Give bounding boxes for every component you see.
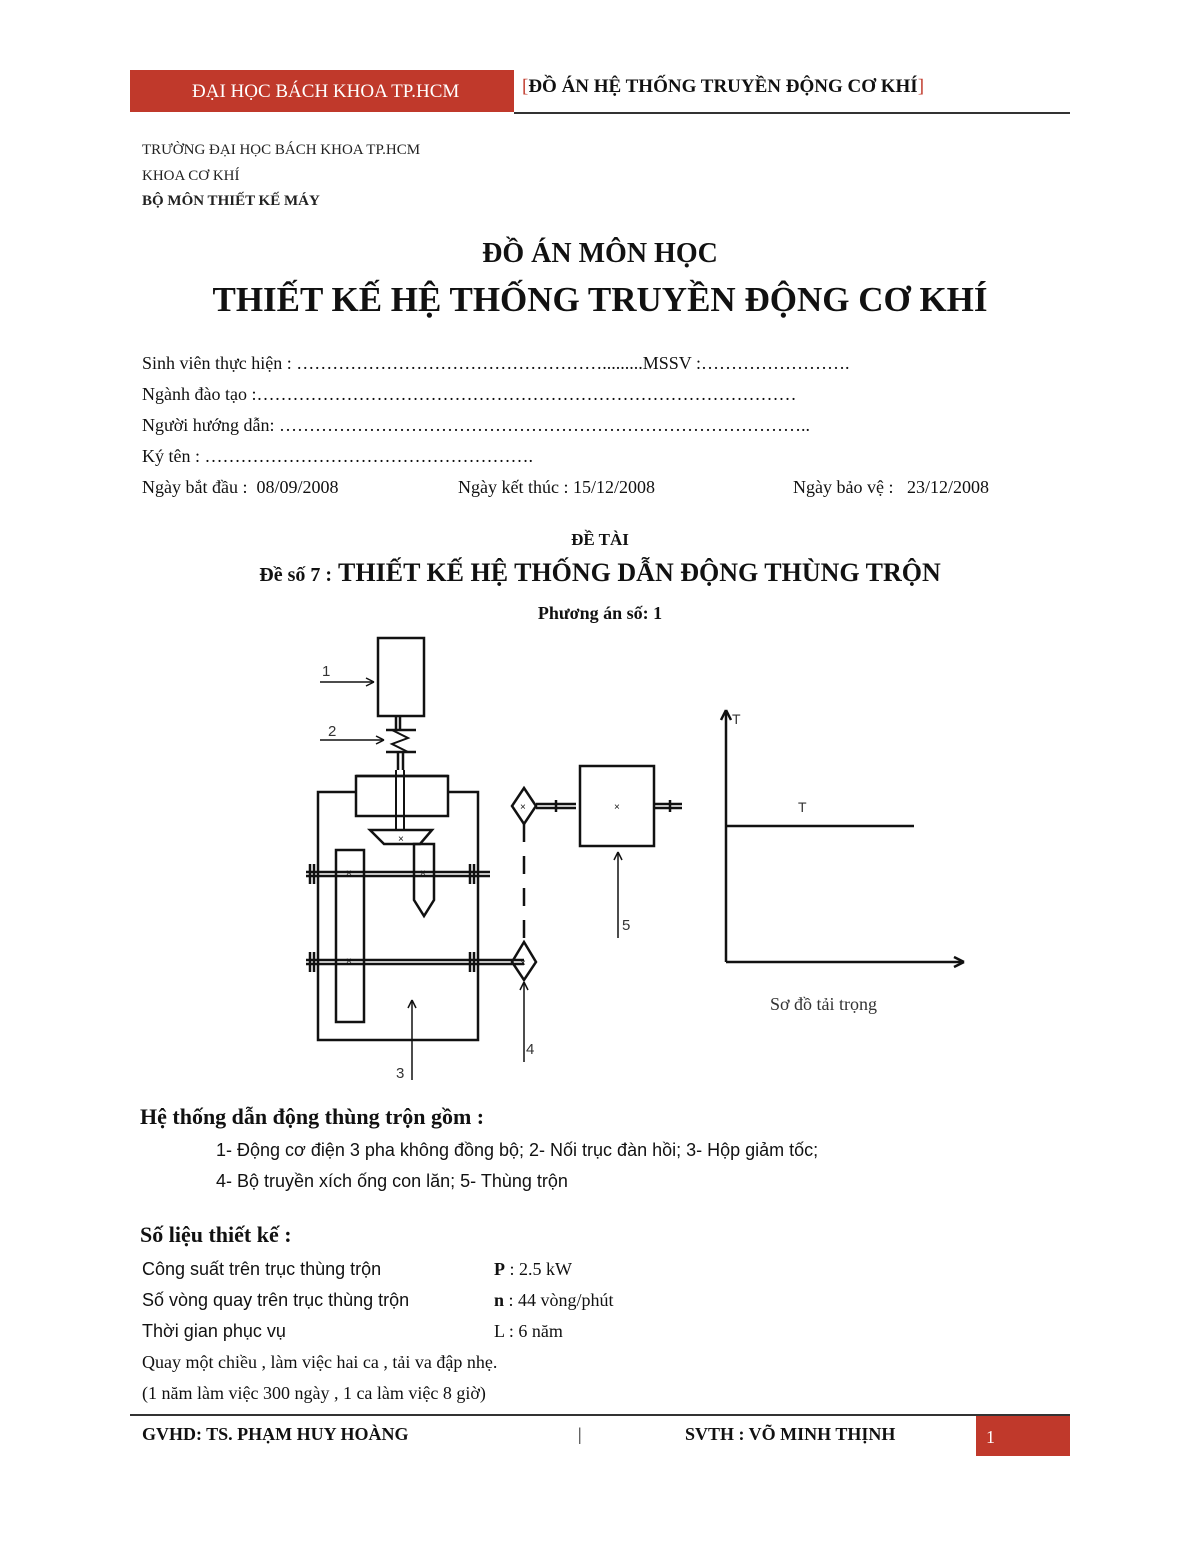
load-caption: Sơ đồ tải trọng [770, 994, 878, 1014]
header-divider [514, 112, 1070, 114]
components-heading: Hệ thống dẫn động thùng trộn gồm : [140, 1104, 485, 1129]
defense-date: Ngày bảo vệ : 23/12/2008 [793, 477, 989, 497]
department-name: BỘ MÔN THIẾT KẾ MÁY [142, 193, 320, 209]
header-institution: ĐẠI HỌC BÁCH KHOA TP.HCM [130, 70, 514, 112]
topic-heading: ĐỀ TÀI [571, 530, 629, 549]
specs-heading: Số liệu thiết kế : [140, 1222, 292, 1247]
drive-system-diagram [300, 630, 980, 1090]
load-axis-label: T [732, 711, 741, 727]
label-5: 5 [622, 917, 631, 934]
spec-note-2: (1 năm làm việc 300 ngày , 1 ca làm việc 8 giờ) [142, 1383, 486, 1403]
start-date: Ngày bắt đầu : 08/09/2008 [142, 477, 339, 497]
spec-label: Công suất trên trục thùng trộn [142, 1259, 382, 1279]
student-field: Sinh viên thực hiện : …………………………………………….........MSSV :……………………. [142, 353, 850, 373]
university-name: TRƯỜNG ĐẠI HỌC BÁCH KHOA TP.HCM [142, 142, 421, 158]
components-line-1: 1- Động cơ điện 3 pha không đồng bộ; 2- Nối trục đàn hồi; 3- Hộp giảm tốc; [216, 1140, 819, 1160]
label-2: 2 [328, 723, 337, 740]
label-3: 3 [396, 1065, 405, 1082]
motor-shape [378, 638, 424, 716]
spec-value: P : 2.5 kW [494, 1259, 572, 1279]
svg-text:×: × [346, 868, 352, 879]
footer-separator: | [578, 1424, 582, 1444]
advisor-field: Người hướng dẫn: …………………………………………………………………………….. [142, 415, 811, 435]
load-level-label: T [798, 799, 807, 815]
footer-student: SVTH : VÕ MINH THỊNH [685, 1424, 896, 1444]
page-number: 1 [976, 1416, 1070, 1456]
end-date: Ngày kết thúc : 15/12/2008 [458, 477, 655, 497]
document-subtitle: THIẾT KẾ HỆ THỐNG TRUYỀN ĐỘNG CƠ KHÍ [212, 280, 988, 319]
svg-text:×: × [420, 868, 426, 879]
load-chart [721, 710, 964, 1014]
svg-text:×: × [346, 956, 352, 967]
svg-text:×: × [614, 802, 620, 813]
svg-text:×: × [520, 802, 526, 813]
spec-label: Thời gian phục vụ [142, 1321, 286, 1341]
components-line-2: 4- Bộ truyền xích ống con lăn; 5- Thùng trộn [216, 1171, 568, 1191]
footer-advisor: GVHD: TS. PHẠM HUY HOÀNG [142, 1424, 409, 1444]
spec-value: L : 6 năm [494, 1321, 563, 1341]
major-field: Ngành đào tạo :……………………………………………………………………………… [142, 384, 797, 404]
label-4: 4 [526, 1041, 535, 1058]
topic-title: Đề số 7 : THIẾT KẾ HỆ THỐNG DẪN ĐỘNG THÙNG TRỘN [259, 558, 941, 587]
spec-value: n : 44 vòng/phút [494, 1290, 614, 1310]
spec-label: Số vòng quay trên trục thùng trộn [142, 1290, 410, 1310]
topic-option: Phương án số: 1 [537, 603, 663, 623]
faculty-name: KHOA CƠ KHÍ [142, 168, 240, 184]
spec-note-1: Quay một chiều , làm việc hai ca , tải va đập nhẹ. [142, 1352, 498, 1372]
footer-divider [130, 1414, 1070, 1416]
svg-text:×: × [520, 958, 526, 969]
signature-field: Ký tên : ………………………………………………. [142, 446, 533, 466]
svg-text:×: × [398, 834, 404, 845]
header-course-title: [ĐỒ ÁN HỆ THỐNG TRUYỀN ĐỘNG CƠ KHÍ] [522, 76, 925, 97]
label-1: 1 [322, 663, 331, 680]
document-title: ĐỒ ÁN MÔN HỌC [482, 238, 718, 269]
